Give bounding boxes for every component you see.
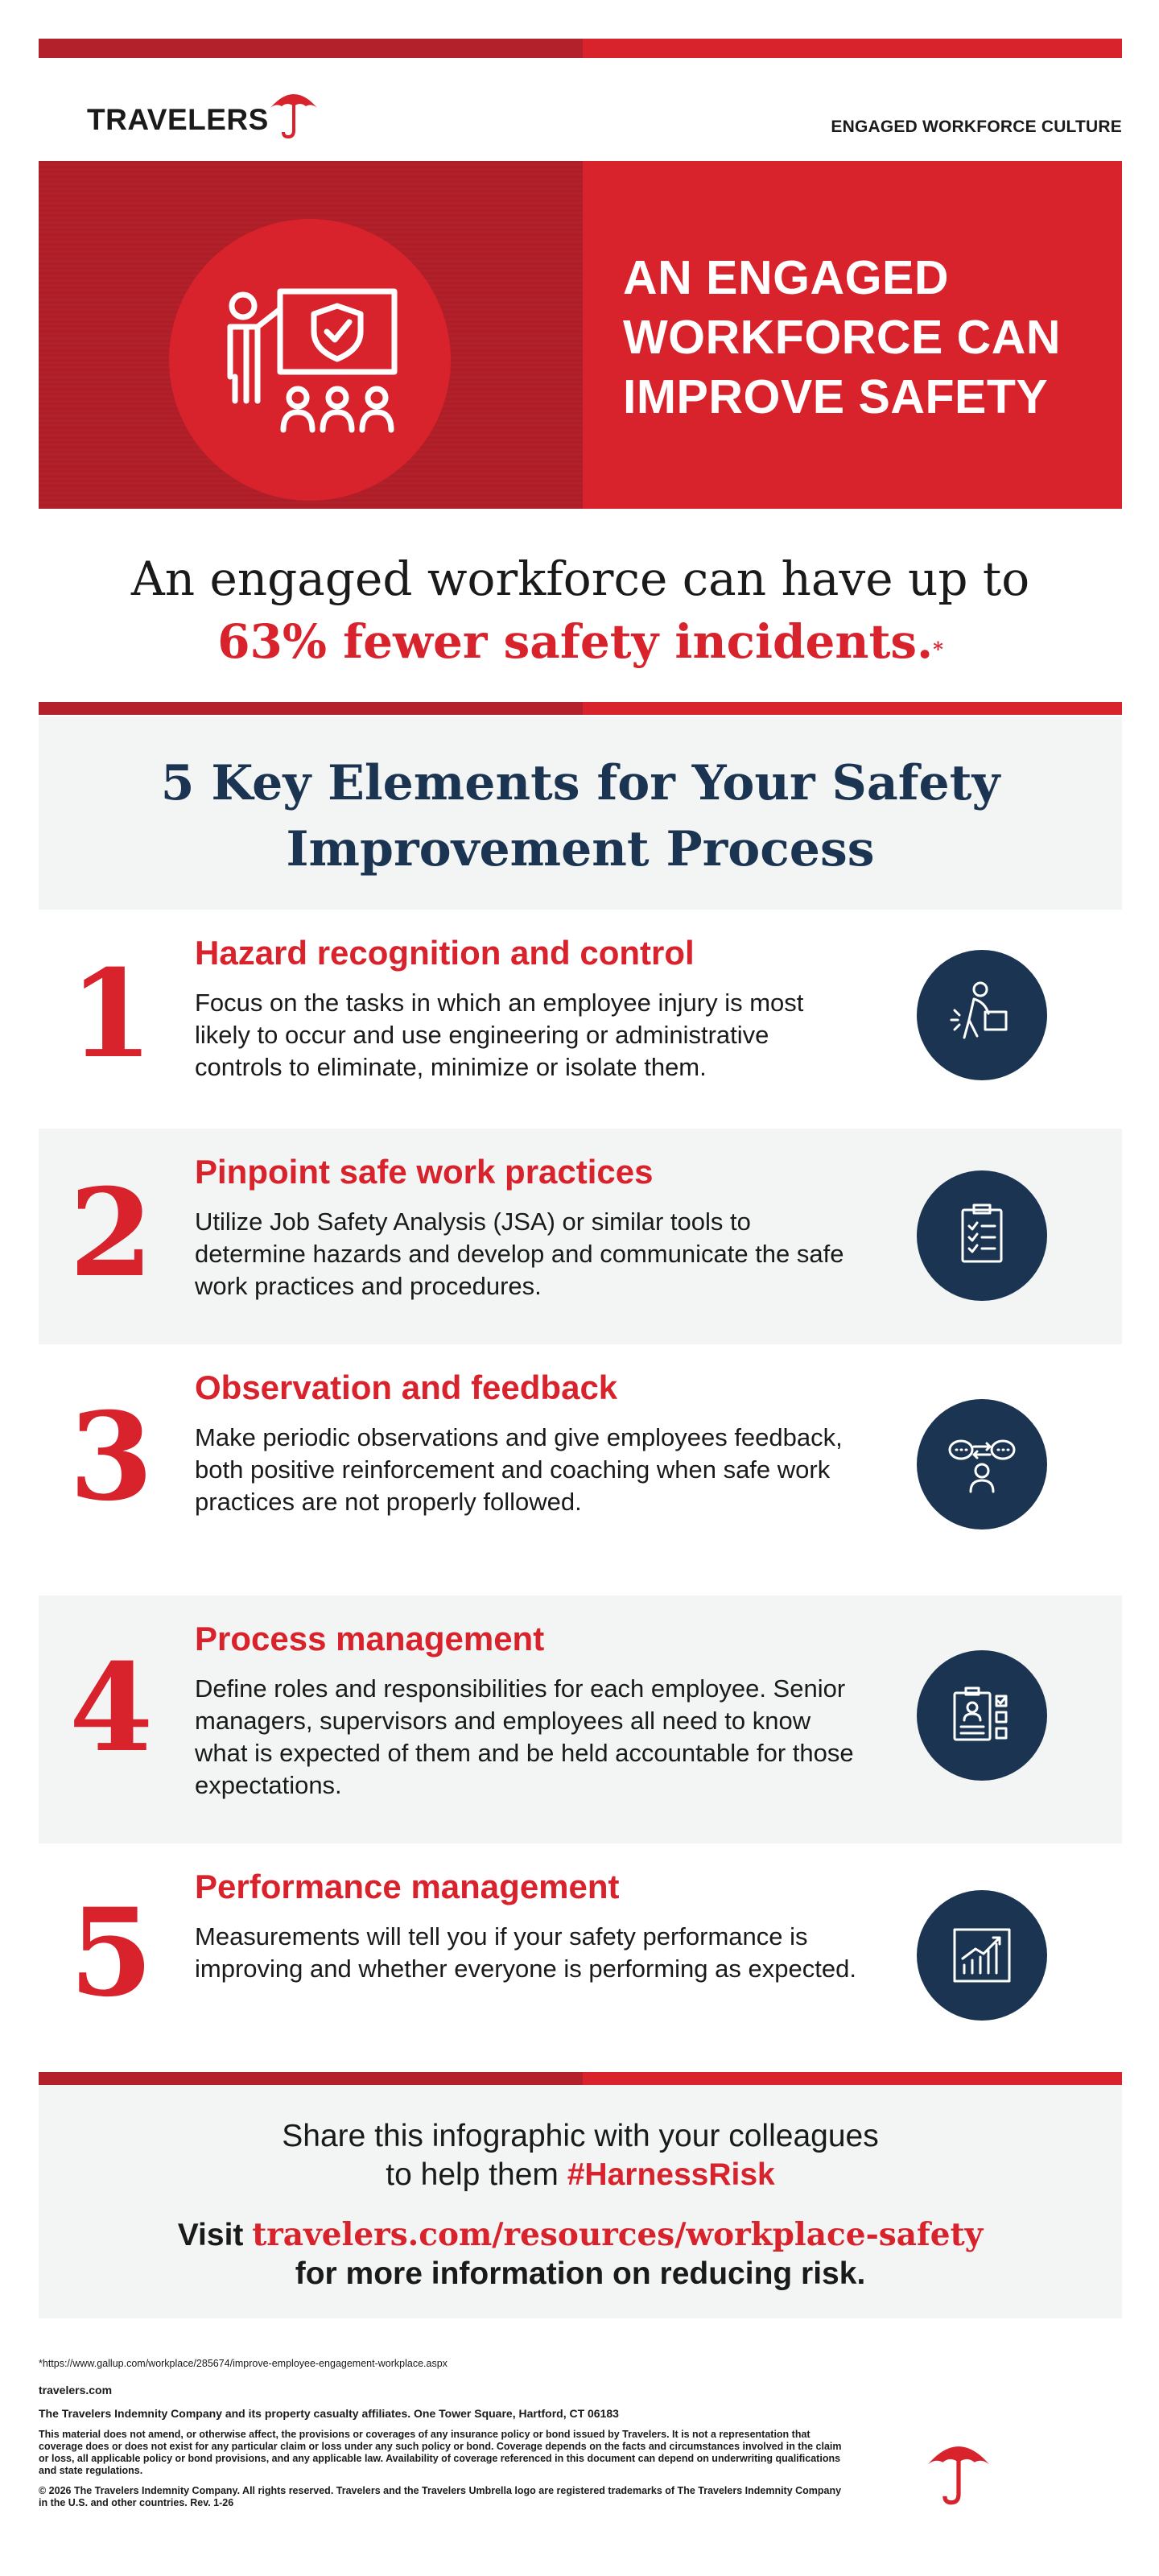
hero-banner — [39, 161, 1122, 509]
item-icon-circle — [917, 1170, 1047, 1301]
presentation-shield-icon — [169, 219, 451, 501]
list-item — [39, 910, 1122, 1129]
visit-prefix: Visit — [177, 2218, 253, 2252]
visit-callout — [39, 2215, 1122, 2293]
resources-link[interactable]: travelers.com/resources/workplace-safety — [252, 2216, 984, 2253]
item-title: Hazard recognition and control — [195, 934, 695, 972]
footnote-reference-link[interactable]: *https://www.gallup.com/workplace/285674/improve-employee-engagement-workplace.aspx — [39, 2358, 448, 2369]
section-divider — [39, 702, 1122, 715]
item-icon-circle — [917, 1890, 1047, 2021]
top-accent-bar — [39, 39, 1122, 58]
share-line-prefix: to help them — [386, 2157, 567, 2192]
item-icon-circle — [917, 1650, 1047, 1781]
visit-suffix: for more information on reducing risk. — [295, 2256, 866, 2291]
item-description: Measurements will tell you if your safety performance is improving and whether everyone is performing as expected. — [195, 1922, 856, 1983]
list-item — [39, 1843, 1122, 2085]
item-number: 3 — [69, 1386, 154, 1528]
footer-disclaimer: This material does not amend, or otherwise affect, the provisions or coverages of any insurance policy or bond issued by Travelers. It is not a representation that coverage does or does not exist for any particular claim or loss under any such policy or bond. Coverage depends on the facts and circumstances involved in the claim or loss, all applicable policy or bond provisions, and any applicable law. Availability of coverage referenced in this document can depend on underwriting qualifications and state regulations. — [39, 2429, 842, 2476]
section-divider — [39, 2072, 1122, 2085]
item-title: Pinpoint safe work practices — [195, 1153, 654, 1191]
item-number: 5 — [69, 1882, 154, 2024]
footer-copyright: © 2026 The Travelers Indemnity Company. All rights reserved. Travelers and the Travelers Umbrella logo are registered trademarks of The Travelers Indemnity Company in the U.S. and other countries. Rev. 1-26 — [39, 2485, 842, 2508]
statistic-highlight — [39, 610, 1122, 673]
worker-lifting-box-icon — [942, 975, 1022, 1055]
footer-address: The Travelers Indemnity Company and its property casualty affiliates. One Tower Square, Hartford, CT 06183 — [39, 2407, 619, 2420]
hero-title-line: IMPROVE SAFETY — [623, 370, 1049, 423]
hero-icon-panel — [39, 161, 583, 509]
umbrella-logo-icon — [922, 2433, 996, 2507]
item-number: 4 — [69, 1637, 154, 1779]
list-item — [39, 1596, 1122, 1843]
section-title-line: Improvement Process — [286, 821, 875, 877]
statistic-value: 63% fewer safety incidents. — [217, 614, 934, 669]
key-statistic — [39, 547, 1122, 673]
hero-icon-circle — [169, 219, 451, 501]
hero-title-panel — [583, 161, 1122, 509]
hero-title-line: AN ENGAGED — [623, 251, 949, 304]
clipboard-checklist-icon — [942, 1195, 1022, 1276]
hashtag-link[interactable]: #HarnessRisk — [567, 2157, 775, 2192]
item-title: Process management — [195, 1620, 545, 1657]
item-number: 1 — [69, 943, 154, 1085]
item-description: Utilize Job Safety Analysis (JSA) or similar tools to determine hazards and develop and communicate the safe work practices and procedures. — [195, 1208, 844, 1300]
item-description: Define roles and responsibilities for each employee. Senior managers, supervisors and employees all need to know what is expected of them and be held accountable for those expectations. — [195, 1674, 854, 1799]
footnote-marker: * — [933, 638, 943, 661]
section-title-line: 5 Key Elements for Your Safety — [160, 755, 1000, 811]
item-description: Focus on the tasks in which an employee injury is most likely to occur and use engineering or administrative controls to eliminate, minimize or isolate them. — [195, 989, 804, 1081]
item-number: 2 — [69, 1162, 154, 1304]
item-title: Observation and feedback — [195, 1368, 618, 1406]
list-item — [39, 1129, 1122, 1344]
item-icon-circle — [917, 1399, 1047, 1530]
item-description: Make periodic observations and give employees feedback, both positive reinforcement and coaching when safe work practices are not properly followed. — [195, 1423, 843, 1516]
page-header — [39, 77, 1122, 150]
growth-chart-icon — [942, 1915, 1022, 1996]
header-tagline: ENGAGED WORKFORCE CULTURE — [831, 118, 1122, 136]
key-elements-heading — [39, 716, 1122, 910]
list-item — [39, 1344, 1122, 1596]
hero-title — [623, 248, 1061, 427]
item-title: Performance management — [195, 1868, 620, 1905]
footer-site-link[interactable]: travelers.com — [39, 2384, 113, 2396]
feedback-chat-icon — [942, 1424, 1022, 1505]
item-icon-circle — [917, 950, 1047, 1080]
travelers-logo[interactable]: TRAVELERS — [87, 103, 269, 136]
umbrella-logo-icon — [266, 84, 322, 140]
roles-checklist-icon — [942, 1675, 1022, 1756]
statistic-intro: An engaged workforce can have up to — [130, 551, 1030, 606]
hero-title-line: WORKFORCE CAN — [623, 311, 1062, 364]
share-line: Share this infographic with your colleagues — [282, 2119, 879, 2153]
share-line — [39, 2156, 1122, 2194]
share-callout — [39, 2085, 1122, 2318]
